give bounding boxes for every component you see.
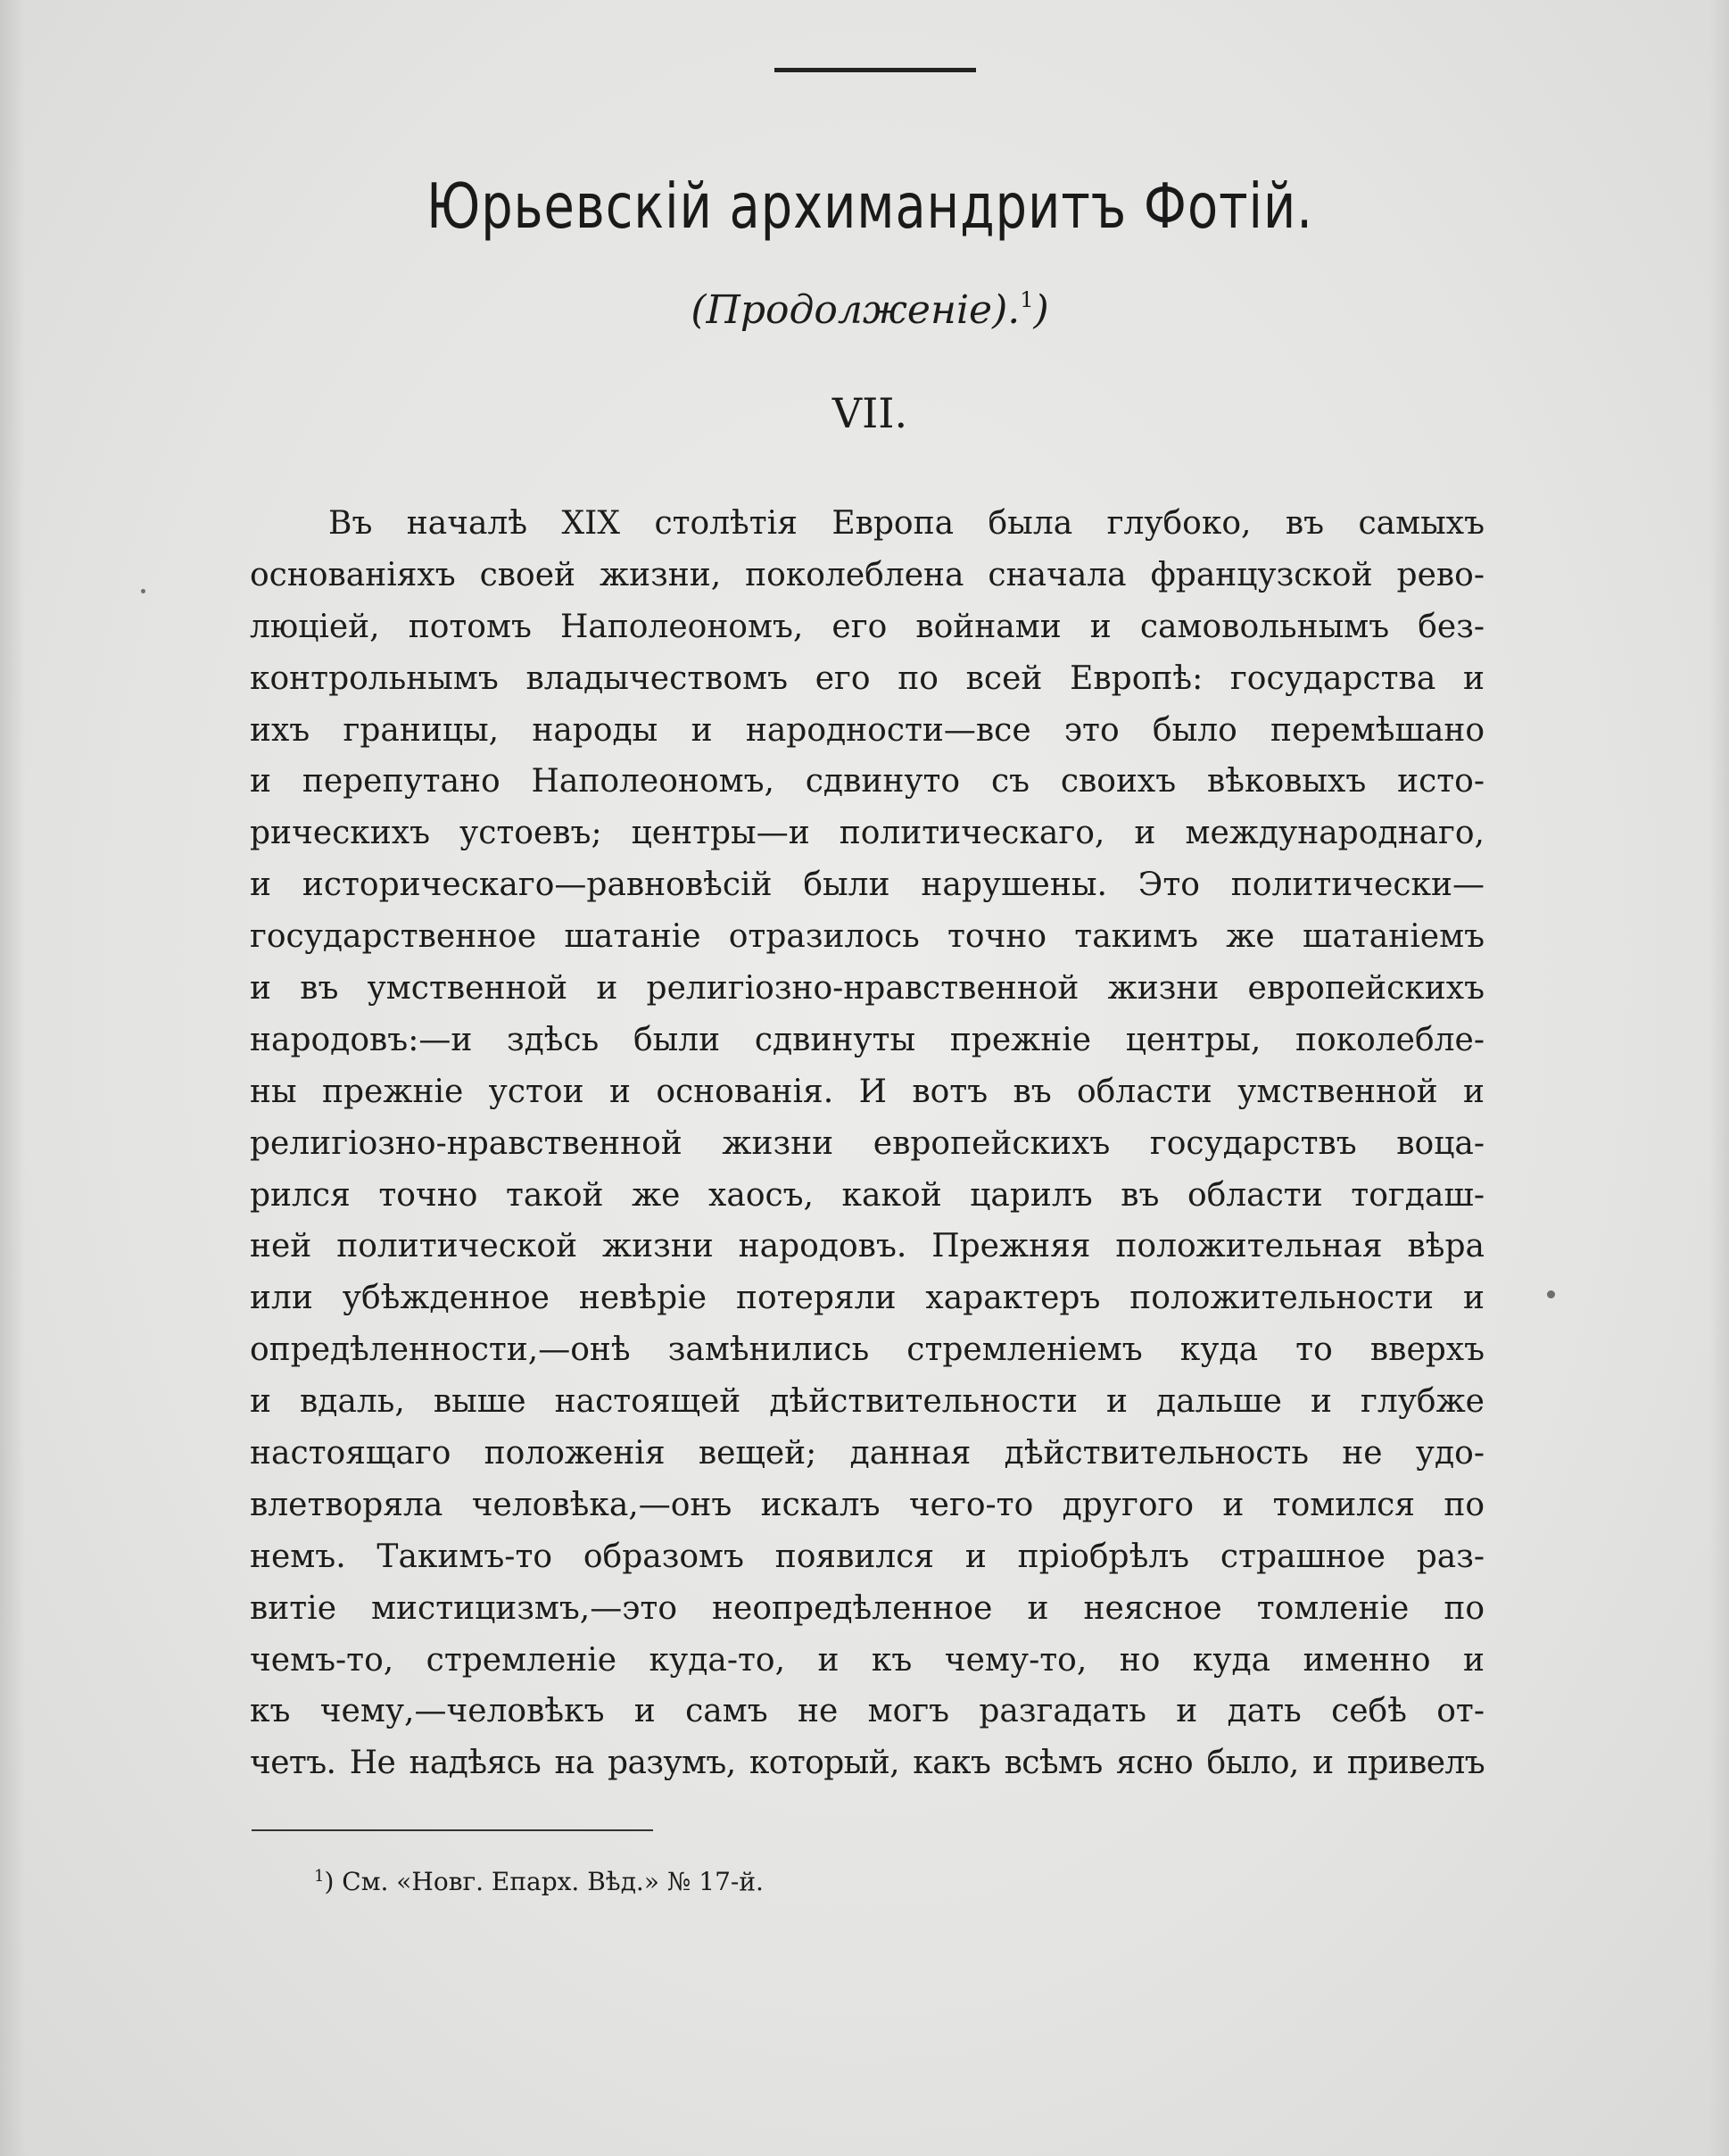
subtitle-close: ) — [1033, 287, 1049, 333]
text-line: настоящаго положенія вещей; данная дѣйствительность не удо- — [250, 1435, 1485, 1472]
text-line: религіозно-нравственной жизни европейскихъ государствъ воца- — [250, 1124, 1485, 1162]
footnote — [314, 1867, 764, 1896]
text-line: и перепутано Наполеономъ, сдвинуто съ своихъ вѣковыхъ исто- — [250, 763, 1485, 800]
text-line: четъ. Не надѣясь на разумъ, который, какъ всѣмъ ясно было, и привелъ — [250, 1745, 1485, 1782]
page-edge-shadow-right — [1709, 0, 1729, 2156]
text-line: ней политической жизни народовъ. Прежняя положительная вѣра — [250, 1228, 1485, 1265]
article-subtitle — [250, 287, 1490, 333]
text-line: влетворяла человѣка,—онъ искалъ чего-то другого и томился по — [250, 1486, 1485, 1523]
text-line: витіе мистицизмъ,—это неопредѣленное и неясное томленіе по — [250, 1589, 1485, 1627]
article-title: Юрьевскій архимандритъ Фотій. — [426, 170, 1313, 243]
footnote-rule — [252, 1829, 653, 1831]
text-line: опредѣленности,—онѣ замѣнились стремленіемъ куда то вверхъ — [250, 1331, 1485, 1369]
header-rule — [774, 68, 976, 72]
text-line: и въ умственной и религіозно-нравственной жизни европейскихъ — [250, 970, 1485, 1008]
text-line: государственное шатаніе отразилось точно такимъ же шатаніемъ — [250, 918, 1485, 956]
text-line: контрольнымъ владычествомъ его по всей Европѣ: государства и — [250, 659, 1485, 697]
text-line: чемъ-то, стремленіе куда-то, и къ чему-то, но куда именно и — [250, 1641, 1485, 1679]
print-speck — [1547, 1290, 1555, 1298]
chapter-number: VII. — [831, 389, 908, 437]
subtitle-text: (Продолженіе). — [691, 287, 1021, 333]
subtitle-footnote-marker: 1 — [1020, 287, 1034, 312]
text-line: рился точно такой же хаосъ, какой царилъ въ области тогдаш- — [250, 1176, 1485, 1214]
text-line: рическихъ устоевъ; центры—и политическаго, и международнаго, — [250, 815, 1485, 852]
footnote-text: ) См. «Новг. Епарх. Вѣд.» № 17-й. — [324, 1867, 764, 1896]
text-line: немъ. Такимъ-то образомъ появился и пріобрѣлъ страшное раз- — [250, 1538, 1485, 1575]
text-line: и вдаль, выше настоящей дѣйствительности и дальше и глубже — [250, 1383, 1485, 1421]
text-line: и историческаго—равновѣсій были нарушены. Это политически— — [250, 867, 1485, 904]
text-line: Въ началѣ XIX столѣтія Европа была глубоко, въ самыхъ — [328, 505, 1485, 542]
footnote-marker: 1 — [314, 1867, 325, 1886]
print-speck — [141, 589, 145, 593]
text-line: народовъ:—и здѣсь были сдвинуты прежніе центры, поколебле- — [250, 1021, 1485, 1058]
page-edge-shadow-left — [0, 0, 25, 2156]
text-line: ны прежніе устои и основанія. И вотъ въ области умственной и — [250, 1073, 1485, 1110]
text-line: люціей, потомъ Наполеономъ, его войнами и самовольнымъ без- — [250, 608, 1485, 645]
text-line: основаніяхъ своей жизни, поколеблена сначала французской рево- — [250, 556, 1485, 593]
text-line: или убѣжденное невѣріе потеряли характеръ положительности и — [250, 1280, 1485, 1317]
text-line: къ чему,—человѣкъ и самъ не могъ разгадать и дать себѣ от- — [250, 1693, 1485, 1730]
article-body — [250, 498, 1485, 1789]
text-line: ихъ границы, народы и народности—все это было перемѣшано — [250, 711, 1485, 749]
